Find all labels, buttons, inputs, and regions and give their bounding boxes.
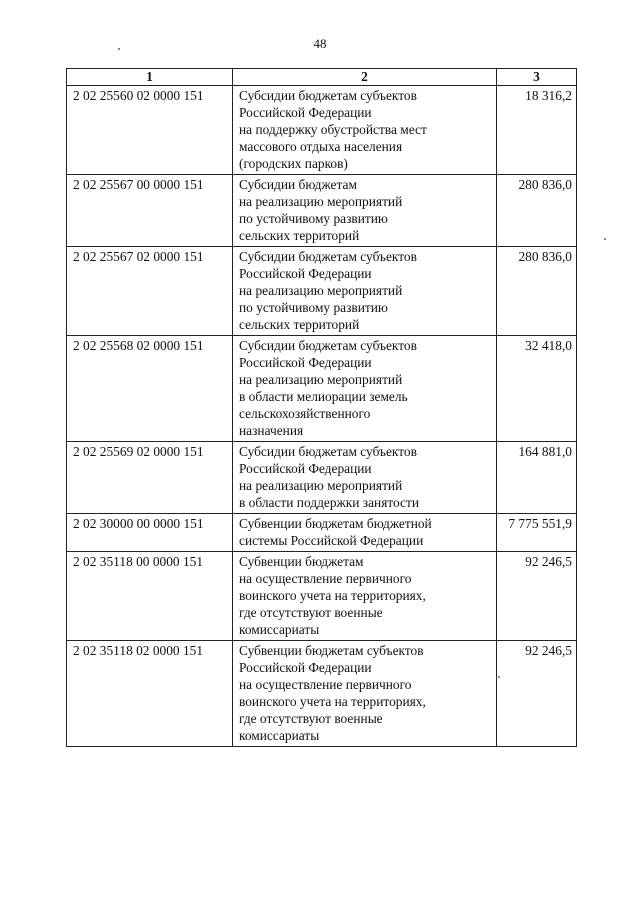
- code-cell: 2 02 30000 00 0000 151: [67, 514, 233, 552]
- description-line: на осуществление первичного: [239, 677, 412, 692]
- table-row: [67, 86, 577, 175]
- amount-cell: 92 246,5: [497, 641, 577, 747]
- description-cell: [233, 336, 497, 442]
- description-line: воинского учета на территориях,: [239, 588, 426, 603]
- header-row: [67, 69, 577, 86]
- table-body: [67, 86, 577, 747]
- scan-speck: [604, 238, 606, 240]
- description-line: Российской Федерации: [239, 105, 372, 120]
- description-line: Субвенции бюджетам: [239, 554, 364, 569]
- description-line: сельских территорий: [239, 317, 360, 332]
- table-row: [67, 247, 577, 336]
- description-line: Субсидии бюджетам субъектов: [239, 249, 417, 264]
- description-line: на поддержку обустройства мест: [239, 122, 427, 137]
- description-line: Субсидии бюджетам субъектов: [239, 88, 417, 103]
- description-line: Субсидии бюджетам субъектов: [239, 338, 417, 353]
- description-line: Российской Федерации: [239, 266, 372, 281]
- description-line: по устойчивому развитию: [239, 300, 388, 315]
- description-line: (городских парков): [239, 156, 348, 171]
- amount-cell: 280 836,0: [497, 247, 577, 336]
- table-row: [67, 175, 577, 247]
- description-line: на реализацию мероприятий: [239, 372, 403, 387]
- table-row: [67, 442, 577, 514]
- description-line: в области поддержки занятости: [239, 495, 420, 510]
- description-line: на реализацию мероприятий: [239, 194, 403, 209]
- table-row: [67, 514, 577, 552]
- budget-table: [66, 68, 577, 747]
- description-cell: [233, 442, 497, 514]
- amount-cell: 7 775 551,9: [497, 514, 577, 552]
- table-row: [67, 552, 577, 641]
- description-cell: [233, 641, 497, 747]
- description-line: назначения: [239, 423, 304, 438]
- description-line: Российской Федерации: [239, 461, 372, 476]
- description-line: где отсутствуют военные: [239, 605, 383, 620]
- description-line: по устойчивому развитию: [239, 211, 388, 226]
- amount-cell: 280 836,0: [497, 175, 577, 247]
- description-line: системы Российской Федерации: [239, 533, 424, 548]
- description-line: Субсидии бюджетам субъектов: [239, 444, 417, 459]
- description-cell: [233, 175, 497, 247]
- description-cell: [233, 86, 497, 175]
- description-line: на реализацию мероприятий: [239, 283, 403, 298]
- description-line: на реализацию мероприятий: [239, 478, 403, 493]
- code-cell: 2 02 25567 00 0000 151: [67, 175, 233, 247]
- code-cell: 2 02 25567 02 0000 151: [67, 247, 233, 336]
- description-line: в области мелиорации земель: [239, 389, 408, 404]
- description-line: где отсутствуют военные: [239, 711, 383, 726]
- description-line: сельскохозяйственного: [239, 406, 371, 421]
- code-cell: 2 02 35118 00 0000 151: [67, 552, 233, 641]
- code-cell: 2 02 25569 02 0000 151: [67, 442, 233, 514]
- description-line: Субвенции бюджетам субъектов: [239, 643, 424, 658]
- description-cell: [233, 247, 497, 336]
- amount-cell: 164 881,0: [497, 442, 577, 514]
- description-cell: [233, 514, 497, 552]
- description-line: Российской Федерации: [239, 660, 372, 675]
- description-line: на осуществление первичного: [239, 571, 412, 586]
- description-line: комиссариаты: [239, 622, 320, 637]
- code-cell: 2 02 25560 02 0000 151: [67, 86, 233, 175]
- header-col-2: 2: [233, 69, 497, 86]
- amount-cell: 32 418,0: [497, 336, 577, 442]
- description-line: сельских территорий: [239, 228, 360, 243]
- table-row: [67, 336, 577, 442]
- header-col-3: 3: [497, 69, 577, 86]
- amount-cell: 92 246,5: [497, 552, 577, 641]
- amount-cell: 18 316,2: [497, 86, 577, 175]
- code-cell: 2 02 35118 02 0000 151: [67, 641, 233, 747]
- description-line: Субсидии бюджетам: [239, 177, 357, 192]
- table-row: [67, 641, 577, 747]
- description-line: массового отдыха населения: [239, 139, 403, 154]
- description-line: Российской Федерации: [239, 355, 372, 370]
- description-line: комиссариаты: [239, 728, 320, 743]
- description-line: воинского учета на территориях,: [239, 694, 426, 709]
- header-col-1: 1: [67, 69, 233, 86]
- page-number: 48: [313, 36, 327, 51]
- description-cell: [233, 552, 497, 641]
- scan-speck: [118, 48, 120, 50]
- description-line: Субвенции бюджетам бюджетной: [239, 516, 432, 531]
- code-cell: 2 02 25568 02 0000 151: [67, 336, 233, 442]
